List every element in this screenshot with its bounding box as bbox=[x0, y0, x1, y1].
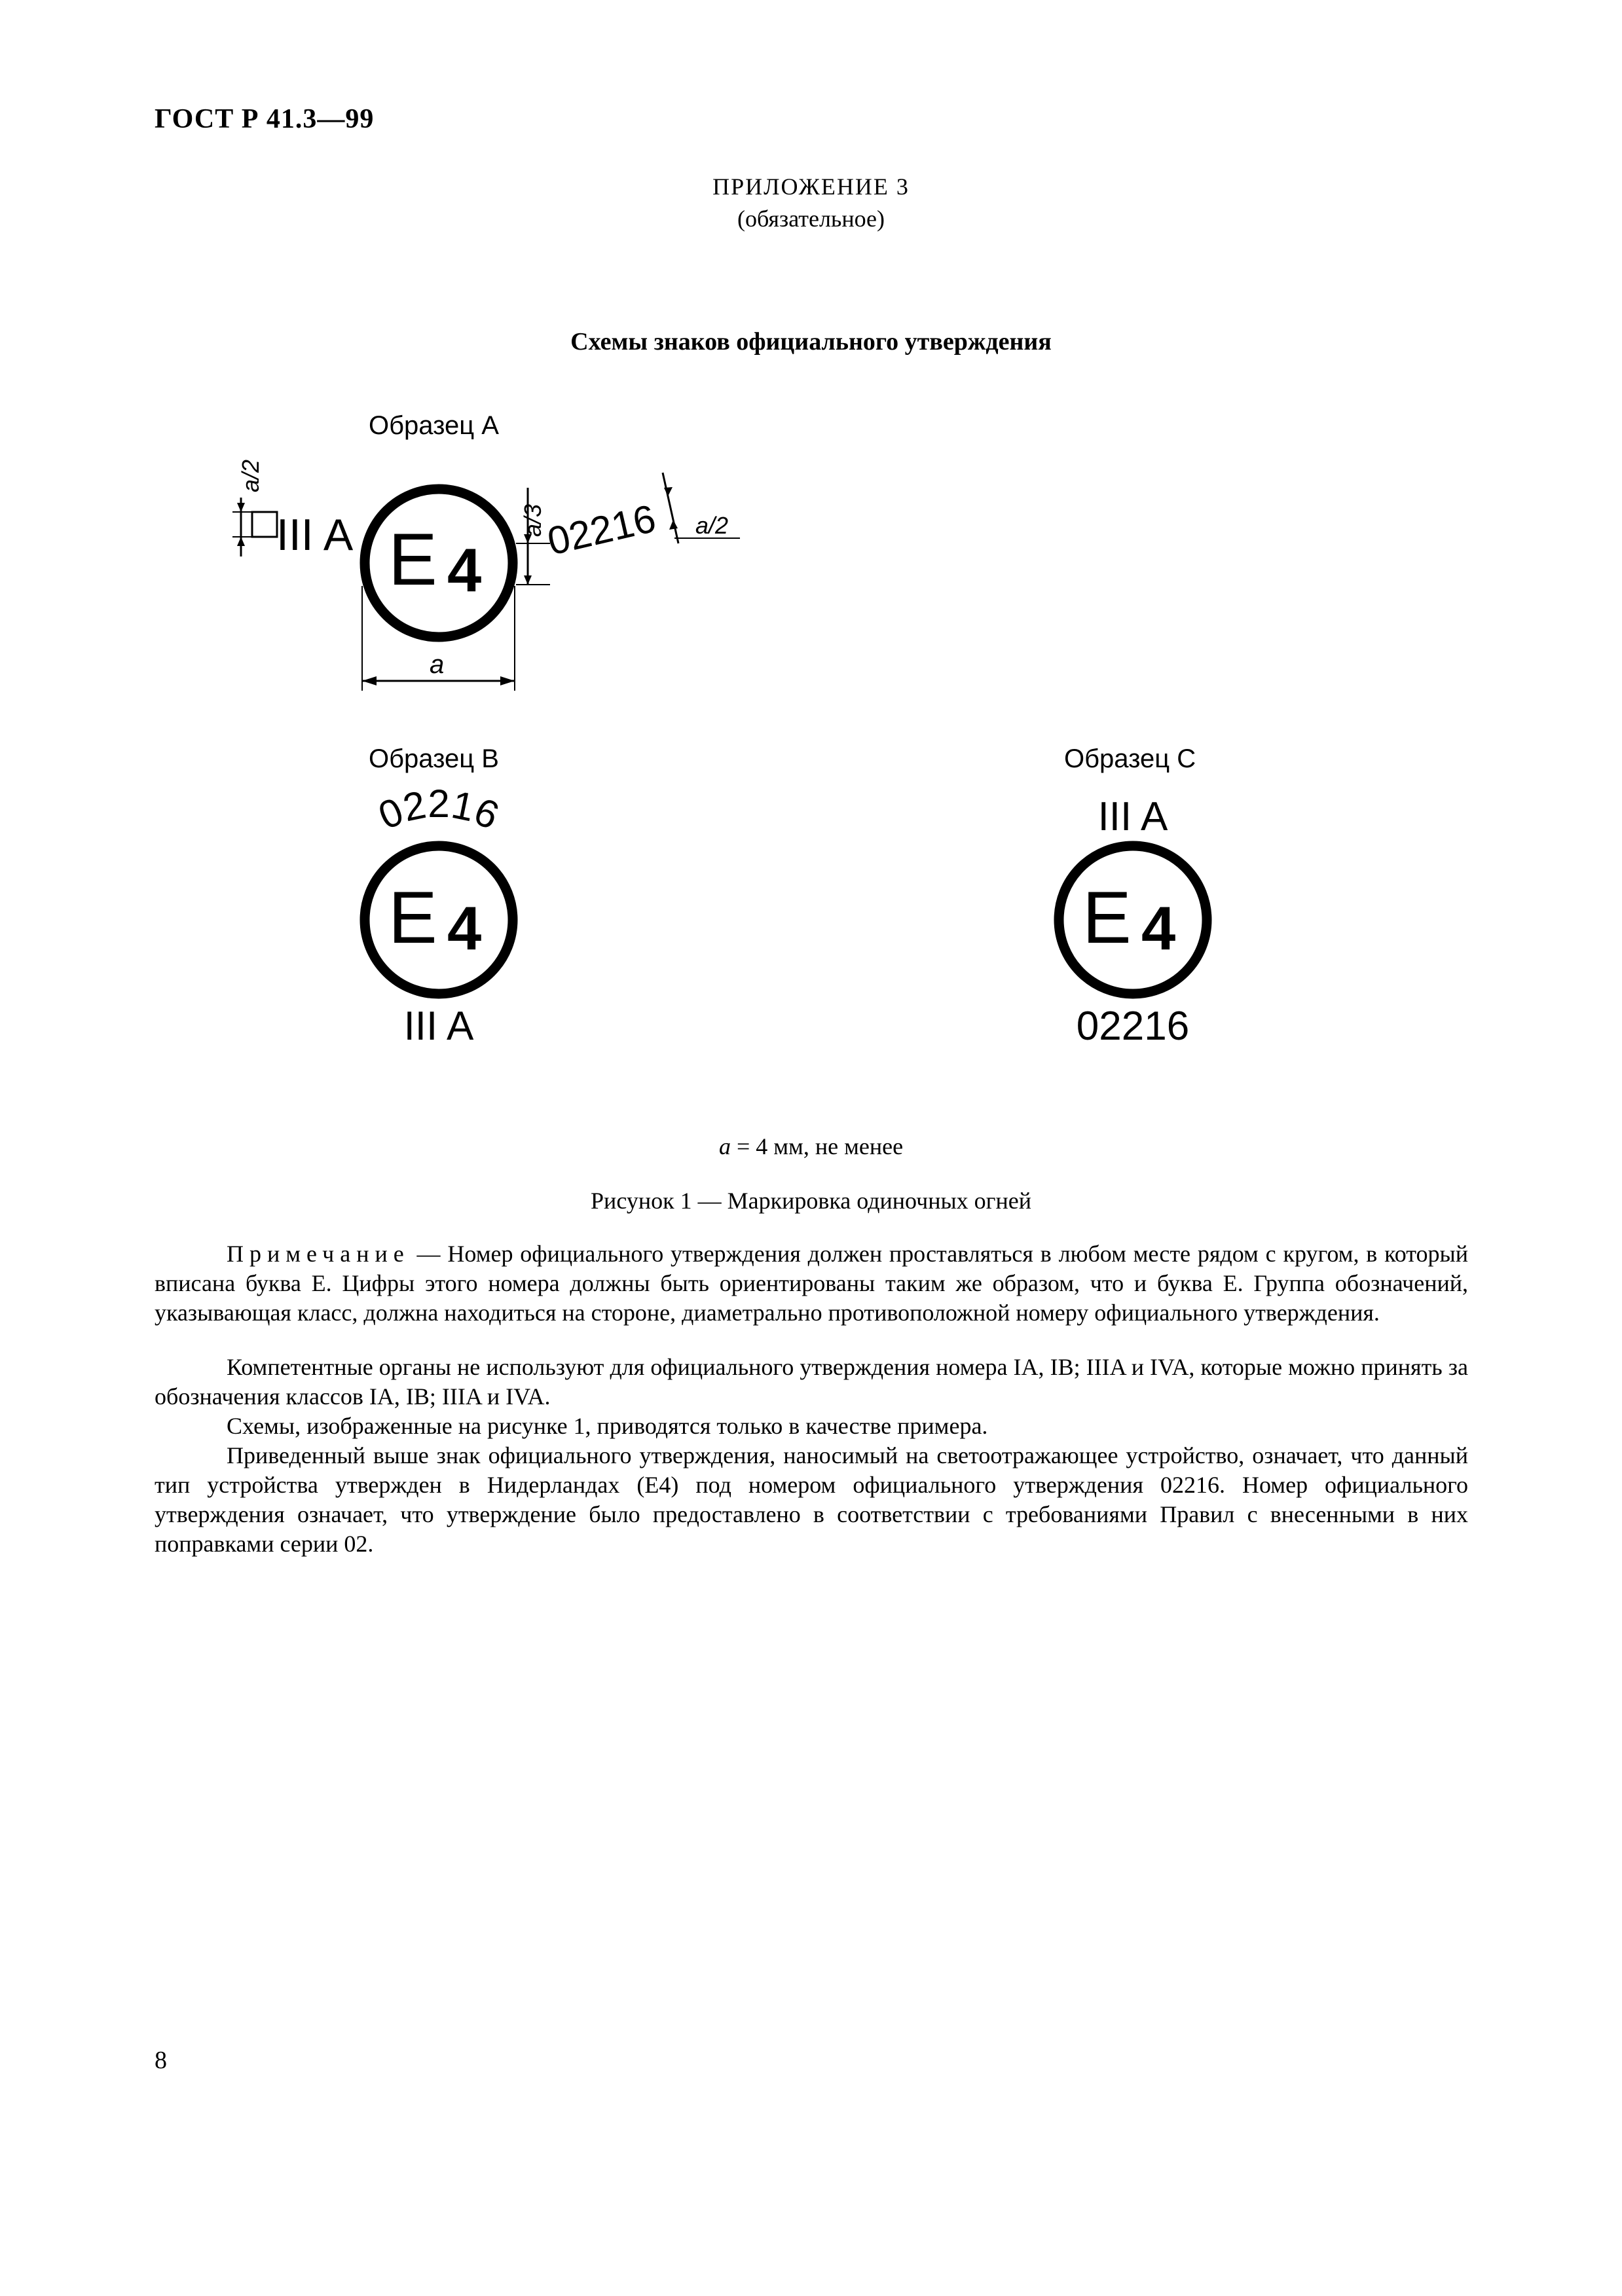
sample-b-number: 4 bbox=[447, 894, 482, 962]
note-lead: Примечание bbox=[227, 1241, 410, 1267]
sample-b-letter: E bbox=[388, 877, 437, 958]
sample-c-mark bbox=[1059, 794, 1207, 1049]
sample-a-dim-third: a/3 bbox=[519, 503, 546, 537]
formula-text: = 4 мм, не менее bbox=[730, 1133, 904, 1159]
body-text bbox=[155, 1239, 1468, 1559]
sample-b-class-text: III A bbox=[403, 1004, 474, 1049]
sample-c-approval-number: 02216 bbox=[1076, 1004, 1190, 1049]
sample-c-letter: E bbox=[1082, 877, 1132, 958]
section-title: Схемы знаков официального утверждения bbox=[570, 328, 1052, 355]
sample-a-label: Образец А bbox=[369, 411, 499, 440]
standard-header: ГОСТ Р 41.3—99 bbox=[155, 104, 375, 134]
sample-a-class-square bbox=[252, 512, 277, 537]
sample-b-approval-number: 02216 bbox=[372, 781, 506, 838]
sample-c-circle bbox=[1059, 846, 1207, 994]
note-text: — Номер официального утверждения должен проставляться в любом месте рядом с кругом, в который вписана буква Е. Цифры этого номера должны быть ориентированы таким же образом, что и буква Е. Группа обозначений, указывающая класс, должна находиться на стороне, диаметрально противоположной номеру официального утверждения. bbox=[155, 1241, 1468, 1326]
sample-b-circle bbox=[365, 846, 513, 994]
appendix-subtitle: (обязательное) bbox=[737, 206, 885, 232]
sample-a-mark bbox=[232, 460, 740, 691]
sample-a-letter: E bbox=[388, 519, 437, 600]
sample-c-number: 4 bbox=[1141, 894, 1176, 962]
sample-b-mark bbox=[365, 782, 513, 1049]
sample-a-dim-half-right: a/2 bbox=[695, 512, 729, 539]
sample-c-label: Образец С bbox=[1064, 744, 1196, 773]
dimension-formula bbox=[0, 1133, 1622, 1160]
appendix-title: ПРИЛОЖЕНИЕ 3 bbox=[712, 173, 910, 200]
sample-a-approval-number: 02216 bbox=[543, 496, 660, 564]
sample-b-label: Образец В bbox=[369, 744, 499, 773]
page-number: 8 bbox=[155, 2047, 167, 2074]
sample-a-circle bbox=[365, 489, 513, 637]
formula-variable: a bbox=[718, 1133, 731, 1159]
paragraph-1: Компетентные органы не используют для официального утверждения номера IA, IB; IIIA и IVA, которые можно принять за обозначения классов IA, IB; IIIA и IVA. bbox=[155, 1354, 1468, 1410]
figure-caption: Рисунок 1 — Маркировка одиночных огней bbox=[591, 1188, 1031, 1214]
paragraph-3: Приведенный выше знак официального утверждения, наносимый на светоотражающее устройство, означает, что данный тип устройства утвержден в Нидерландах (Е4) под номером официального утверждения 02216. Номер официального утверждения означает, что утверждение было предоставлено в соответствии с требованиями Правил с внесенными в них поправками серии 02. bbox=[155, 1442, 1468, 1557]
sample-a-class-text: III A bbox=[276, 510, 354, 560]
sample-a-number: 4 bbox=[447, 536, 482, 604]
sample-c-class-text: III A bbox=[1097, 794, 1168, 839]
paragraph-2: Схемы, изображенные на рисунке 1, приводятся только в качестве примера. bbox=[227, 1413, 988, 1439]
approval-marks-figure bbox=[0, 0, 1622, 1113]
note-paragraph bbox=[155, 1239, 1468, 1328]
sample-a-dim-width: a bbox=[430, 650, 445, 679]
sample-a-dim-half-left: a/2 bbox=[237, 459, 264, 492]
